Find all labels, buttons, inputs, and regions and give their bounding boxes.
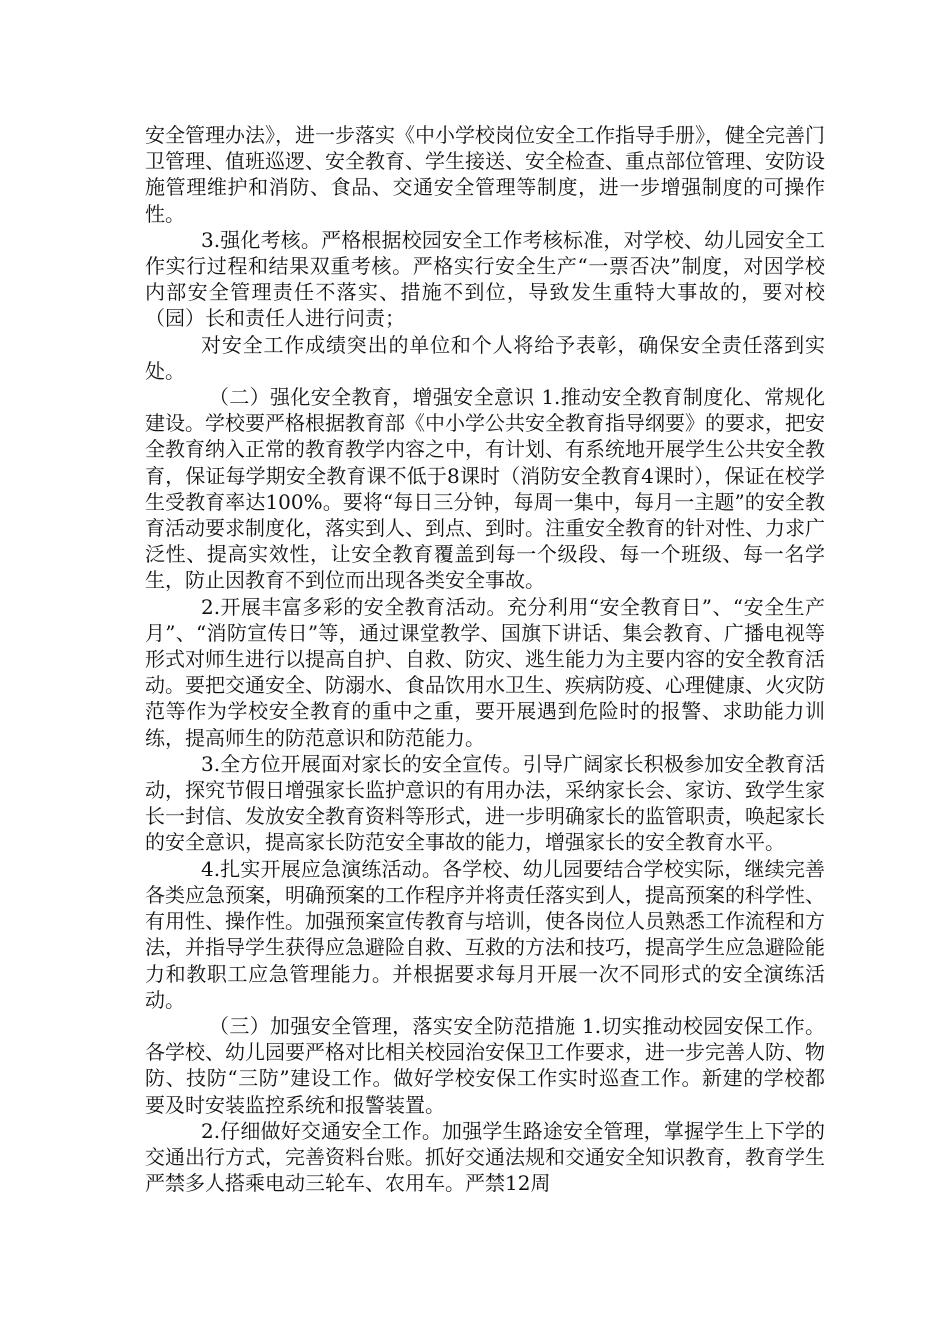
paragraph-emergency-drills: 4.扎实开展应急演练活动。各学校、幼儿园要结合学校实际，继续完善各类应急预案，明确预案的工作程序并将责任落实到人，提高预案的科学性、有用性、操作性。加强预案宣传教育与培训，使各岗位人员熟悉工作流程和方法，并指导学生获得应急避险自救、互救的方法和技巧，提高学生应急避险能力和教职工应急管理能力。并根据要求每月开展一次不同形式的安全演练活动。 [145, 856, 825, 1012]
document-body [145, 122, 825, 1196]
paragraph-assessment: 3.强化考核。严格根据校园安全工作考核标准，对学校、幼儿园安全工作实行过程和结果双重考核。严格实行安全生产“一票否决”制度，对因学校内部安全管理责任不落实、措施不到位，导致发生重特大事故的，要对校（园）长和责任人进行问责； [145, 227, 825, 331]
paragraph-parent-outreach: 3.全方位开展面对家长的安全宣传。引导广阔家长积极参加安全教育活动，探究节假日增强家长监护意识的有用办法，采纳家长会、家访、致学生家长一封信、发放安全教育资料等形式，进一步明确家长的监管职责，唤起家长的安全意识，提高家长防范安全事故的能力，增强家长的安全教育水平。 [145, 751, 825, 855]
paragraph-commendation: 对安全工作成绩突出的单位和个人将给予表彰，确保安全责任落到实处。 [145, 332, 825, 383]
paragraph-safety-education-heading: （二）强化安全教育，增强安全意识 1.推动安全教育制度化、常规化建设。学校要严格根据教育部《中小学公共安全教育指导纲要》的要求，把安全教育纳入正常的教育教学内容之中，有计划、有系统地开展学生公共安全教育，保证每学期安全教育课不低于8课时（消防安全教育4课时），保证在校学生受教育率达100%。要将“每日三分钟，每周一集中，每月一主题”的安全教育活动要求制度化，落实到人、到点、到时。注重安全教育的针对性、力求广泛性、提高实效性，让安全教育覆盖到每一个级段、每一个班级、每一名学生，防止因教育不到位而出现各类安全事故。 [145, 385, 825, 593]
paragraph-safety-management-heading: （三）加强安全管理，落实安全防范措施 1.切实推动校园安保工作。各学校、幼儿园要严格对比相关校园治安保卫工作要求，进一步完善人防、物防、技防“三防”建设工作。做好学校安保工作实时巡查工作。新建的学校都要及时安装监控系统和报警装置。 [145, 1013, 825, 1117]
paragraph-management-rules: 安全管理办法》，进一步落实《中小学校岗位安全工作指导手册》，健全完善门卫管理、值班巡逻、安全教育、学生接送、安全检查、重点部位管理、安防设施管理维护和消防、食品、交通安全管理等制度，进一步增强制度的可操作性。 [145, 123, 825, 226]
paragraph-traffic-safety: 2.仔细做好交通安全工作。加强学生路途安全管理，掌握学生上下学的交通出行方式，完善资料台账。抓好交通法规和交通安全知识教育，教育学生严禁多人搭乘电动三轮车、农用车。严禁12周 [145, 1118, 825, 1196]
paragraph-education-activities: 2.开展丰富多彩的安全教育活动。充分利用“安全教育日”、“安全生产月”、“消防宣传日”等，通过课堂教学、国旗下讲话、集会教育、广播电视等形式对师生进行以提高自护、自救、防灾、逃生能力为主要内容的安全教育活动。要把交通安全、防溺水、食品饮用水卫生、疾病防疫、心理健康、火灾防范等作为学校安全教育的重中之重，要开展遇到危险时的报警、求助能力训练，提高师生的防范意识和防范能力。 [145, 594, 825, 750]
